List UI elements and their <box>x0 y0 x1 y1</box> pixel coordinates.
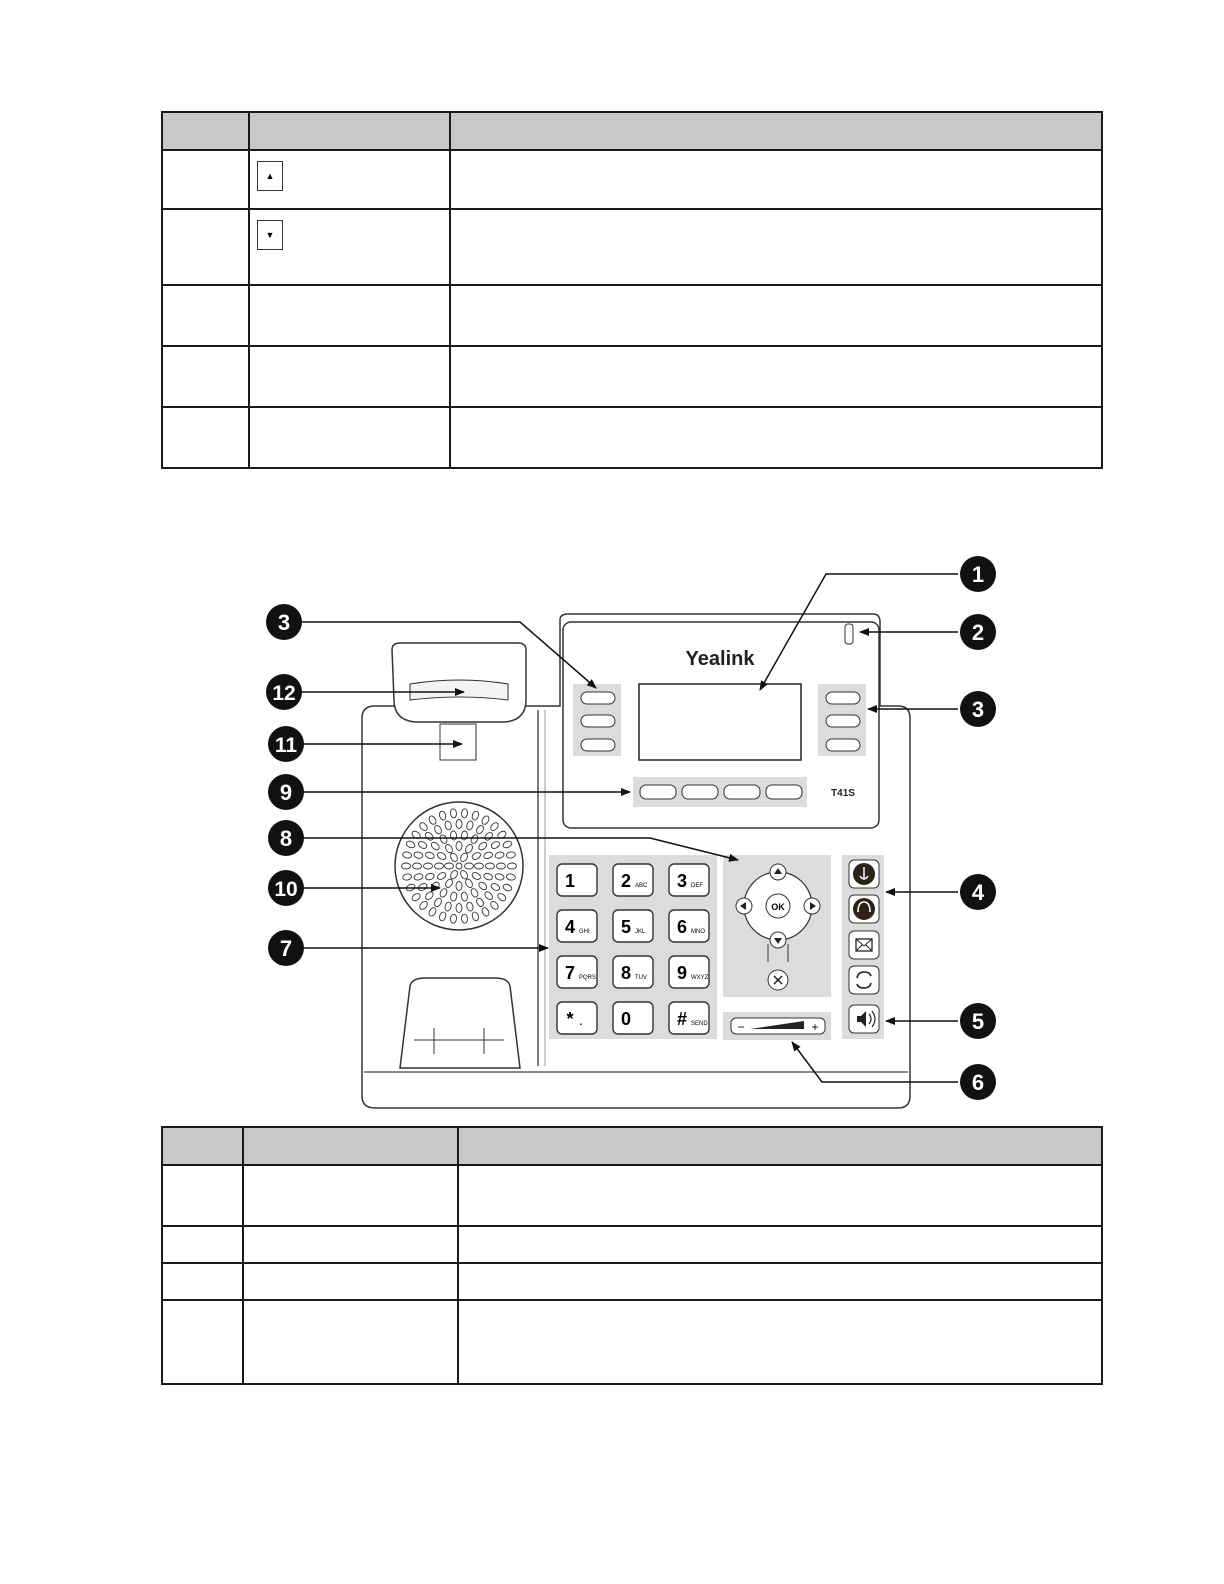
volume-plus-label: + <box>811 1020 819 1034</box>
table-row <box>162 1263 1102 1300</box>
speaker-hole <box>461 914 468 924</box>
svg-text:9: 9 <box>676 963 688 983</box>
speaker-hole <box>450 809 457 819</box>
table-row <box>162 209 1102 285</box>
svg-text:MNO: MNO <box>691 929 705 935</box>
svg-text:JKL: JKL <box>635 929 646 935</box>
svg-text:ABC: ABC <box>635 883 648 889</box>
speaker-hole <box>497 863 506 869</box>
table-row <box>162 1165 1102 1226</box>
svg-text:1: 1 <box>564 871 576 891</box>
svg-text:3: 3 <box>971 697 985 722</box>
stand <box>400 978 520 1068</box>
speaker-grille <box>395 802 523 930</box>
speaker-hole <box>435 863 444 869</box>
keypad-key-8 <box>613 956 653 988</box>
callout-badge-7 <box>268 930 304 966</box>
keypad-key-hash <box>669 1002 709 1034</box>
callout-badge-9 <box>268 774 304 810</box>
keypad-key-1 <box>557 864 597 896</box>
keypad-key-9 <box>669 956 709 988</box>
svg-text:10: 10 <box>274 878 298 901</box>
speaker-hole <box>456 842 462 851</box>
speaker-hole <box>508 863 517 869</box>
table-row <box>162 150 1102 209</box>
bottom-table-header-row <box>162 1127 1102 1165</box>
speaker-hole <box>461 809 468 819</box>
volume-key <box>731 1018 825 1034</box>
keypad-key-3 <box>669 864 709 896</box>
svg-text:8: 8 <box>279 826 293 851</box>
svg-text:6: 6 <box>676 917 688 937</box>
phone-diagram <box>240 548 1020 1118</box>
svg-text:GHI: GHI <box>579 929 590 935</box>
svg-text:SEND: SEND <box>691 1021 708 1027</box>
svg-text:*: * <box>566 1009 574 1029</box>
speaker-hole <box>413 863 422 869</box>
speaker-hole <box>475 863 484 869</box>
table-row <box>162 285 1102 346</box>
svg-text:5: 5 <box>971 1009 985 1034</box>
svg-text:WXYZ: WXYZ <box>691 975 709 981</box>
feature-keys <box>849 860 879 1033</box>
svg-text:12: 12 <box>272 682 296 705</box>
line-keys-right <box>826 692 860 751</box>
callout-badge-2 <box>960 614 996 650</box>
svg-text:9: 9 <box>279 780 293 805</box>
keypad-key-2 <box>613 864 653 896</box>
callout-badge-3-left <box>266 604 302 640</box>
callout-badge-3-right <box>960 691 996 727</box>
speaker-hole <box>456 820 462 829</box>
svg-text:3: 3 <box>277 610 291 635</box>
svg-text:3: 3 <box>676 871 688 891</box>
line-keys-left <box>581 692 615 751</box>
speaker-hole <box>445 863 454 869</box>
speaker-hole <box>456 904 462 913</box>
speaker-hole <box>402 863 411 869</box>
bottom-spec-table <box>161 1126 1103 1385</box>
top-spec-table <box>161 111 1103 469</box>
speaker-hole <box>424 863 433 869</box>
callout-badge-6 <box>960 1064 996 1100</box>
svg-text:DEF: DEF <box>691 883 703 889</box>
svg-text:11: 11 <box>274 734 298 757</box>
speaker-hole <box>456 882 462 891</box>
svg-text:7: 7 <box>564 963 576 983</box>
svg-text:5: 5 <box>620 917 632 937</box>
speaker-hole <box>465 863 474 869</box>
table-row <box>162 1226 1102 1263</box>
table-row <box>162 1300 1102 1384</box>
callout-badge-8 <box>268 820 304 856</box>
speaker-hole <box>450 914 457 924</box>
svg-text:2: 2 <box>620 871 632 891</box>
keypad-key-star <box>557 1002 597 1034</box>
lcd-screen <box>639 684 801 760</box>
speaker-hole <box>486 863 495 869</box>
keypad-key-4 <box>557 910 597 942</box>
up-arrow-key-icon: ▲ <box>257 161 283 191</box>
hookswitch-tab <box>440 724 476 760</box>
callout-badge-12 <box>266 674 302 710</box>
callout-badge-4 <box>960 874 996 910</box>
speaker-hole <box>456 863 462 869</box>
svg-text:4: 4 <box>564 917 576 937</box>
ok-key-label: OK <box>771 902 785 912</box>
model-label: T41S <box>831 788 855 799</box>
keypad-key-5 <box>613 910 653 942</box>
svg-text:2: 2 <box>971 620 985 645</box>
keypad-key-0 <box>613 1002 653 1034</box>
callout-badge-5 <box>960 1003 996 1039</box>
svg-text:.: . <box>579 1012 583 1028</box>
callout-badge-10 <box>268 870 304 906</box>
table-row <box>162 407 1102 468</box>
power-indicator-led <box>845 624 853 644</box>
svg-text:4: 4 <box>971 880 985 905</box>
svg-text:TUV: TUV <box>635 975 647 981</box>
keypad-key-7 <box>557 956 597 988</box>
svg-text:1: 1 <box>971 562 985 587</box>
keypad-key-6 <box>669 910 709 942</box>
svg-text:#: # <box>676 1009 688 1029</box>
svg-text:0: 0 <box>620 1009 632 1029</box>
down-arrow-key-icon: ▼ <box>257 220 283 250</box>
svg-text:7: 7 <box>279 936 293 961</box>
volume-minus-label: − <box>737 1020 745 1034</box>
svg-text:6: 6 <box>971 1070 985 1095</box>
callout-badge-11 <box>268 726 304 762</box>
svg-text:8: 8 <box>620 963 632 983</box>
svg-text:PQRS: PQRS <box>579 975 597 981</box>
table-row <box>162 346 1102 407</box>
brand-logo: Yealink <box>685 648 755 670</box>
top-table-header-row <box>162 112 1102 150</box>
callout-badge-1 <box>960 556 996 592</box>
